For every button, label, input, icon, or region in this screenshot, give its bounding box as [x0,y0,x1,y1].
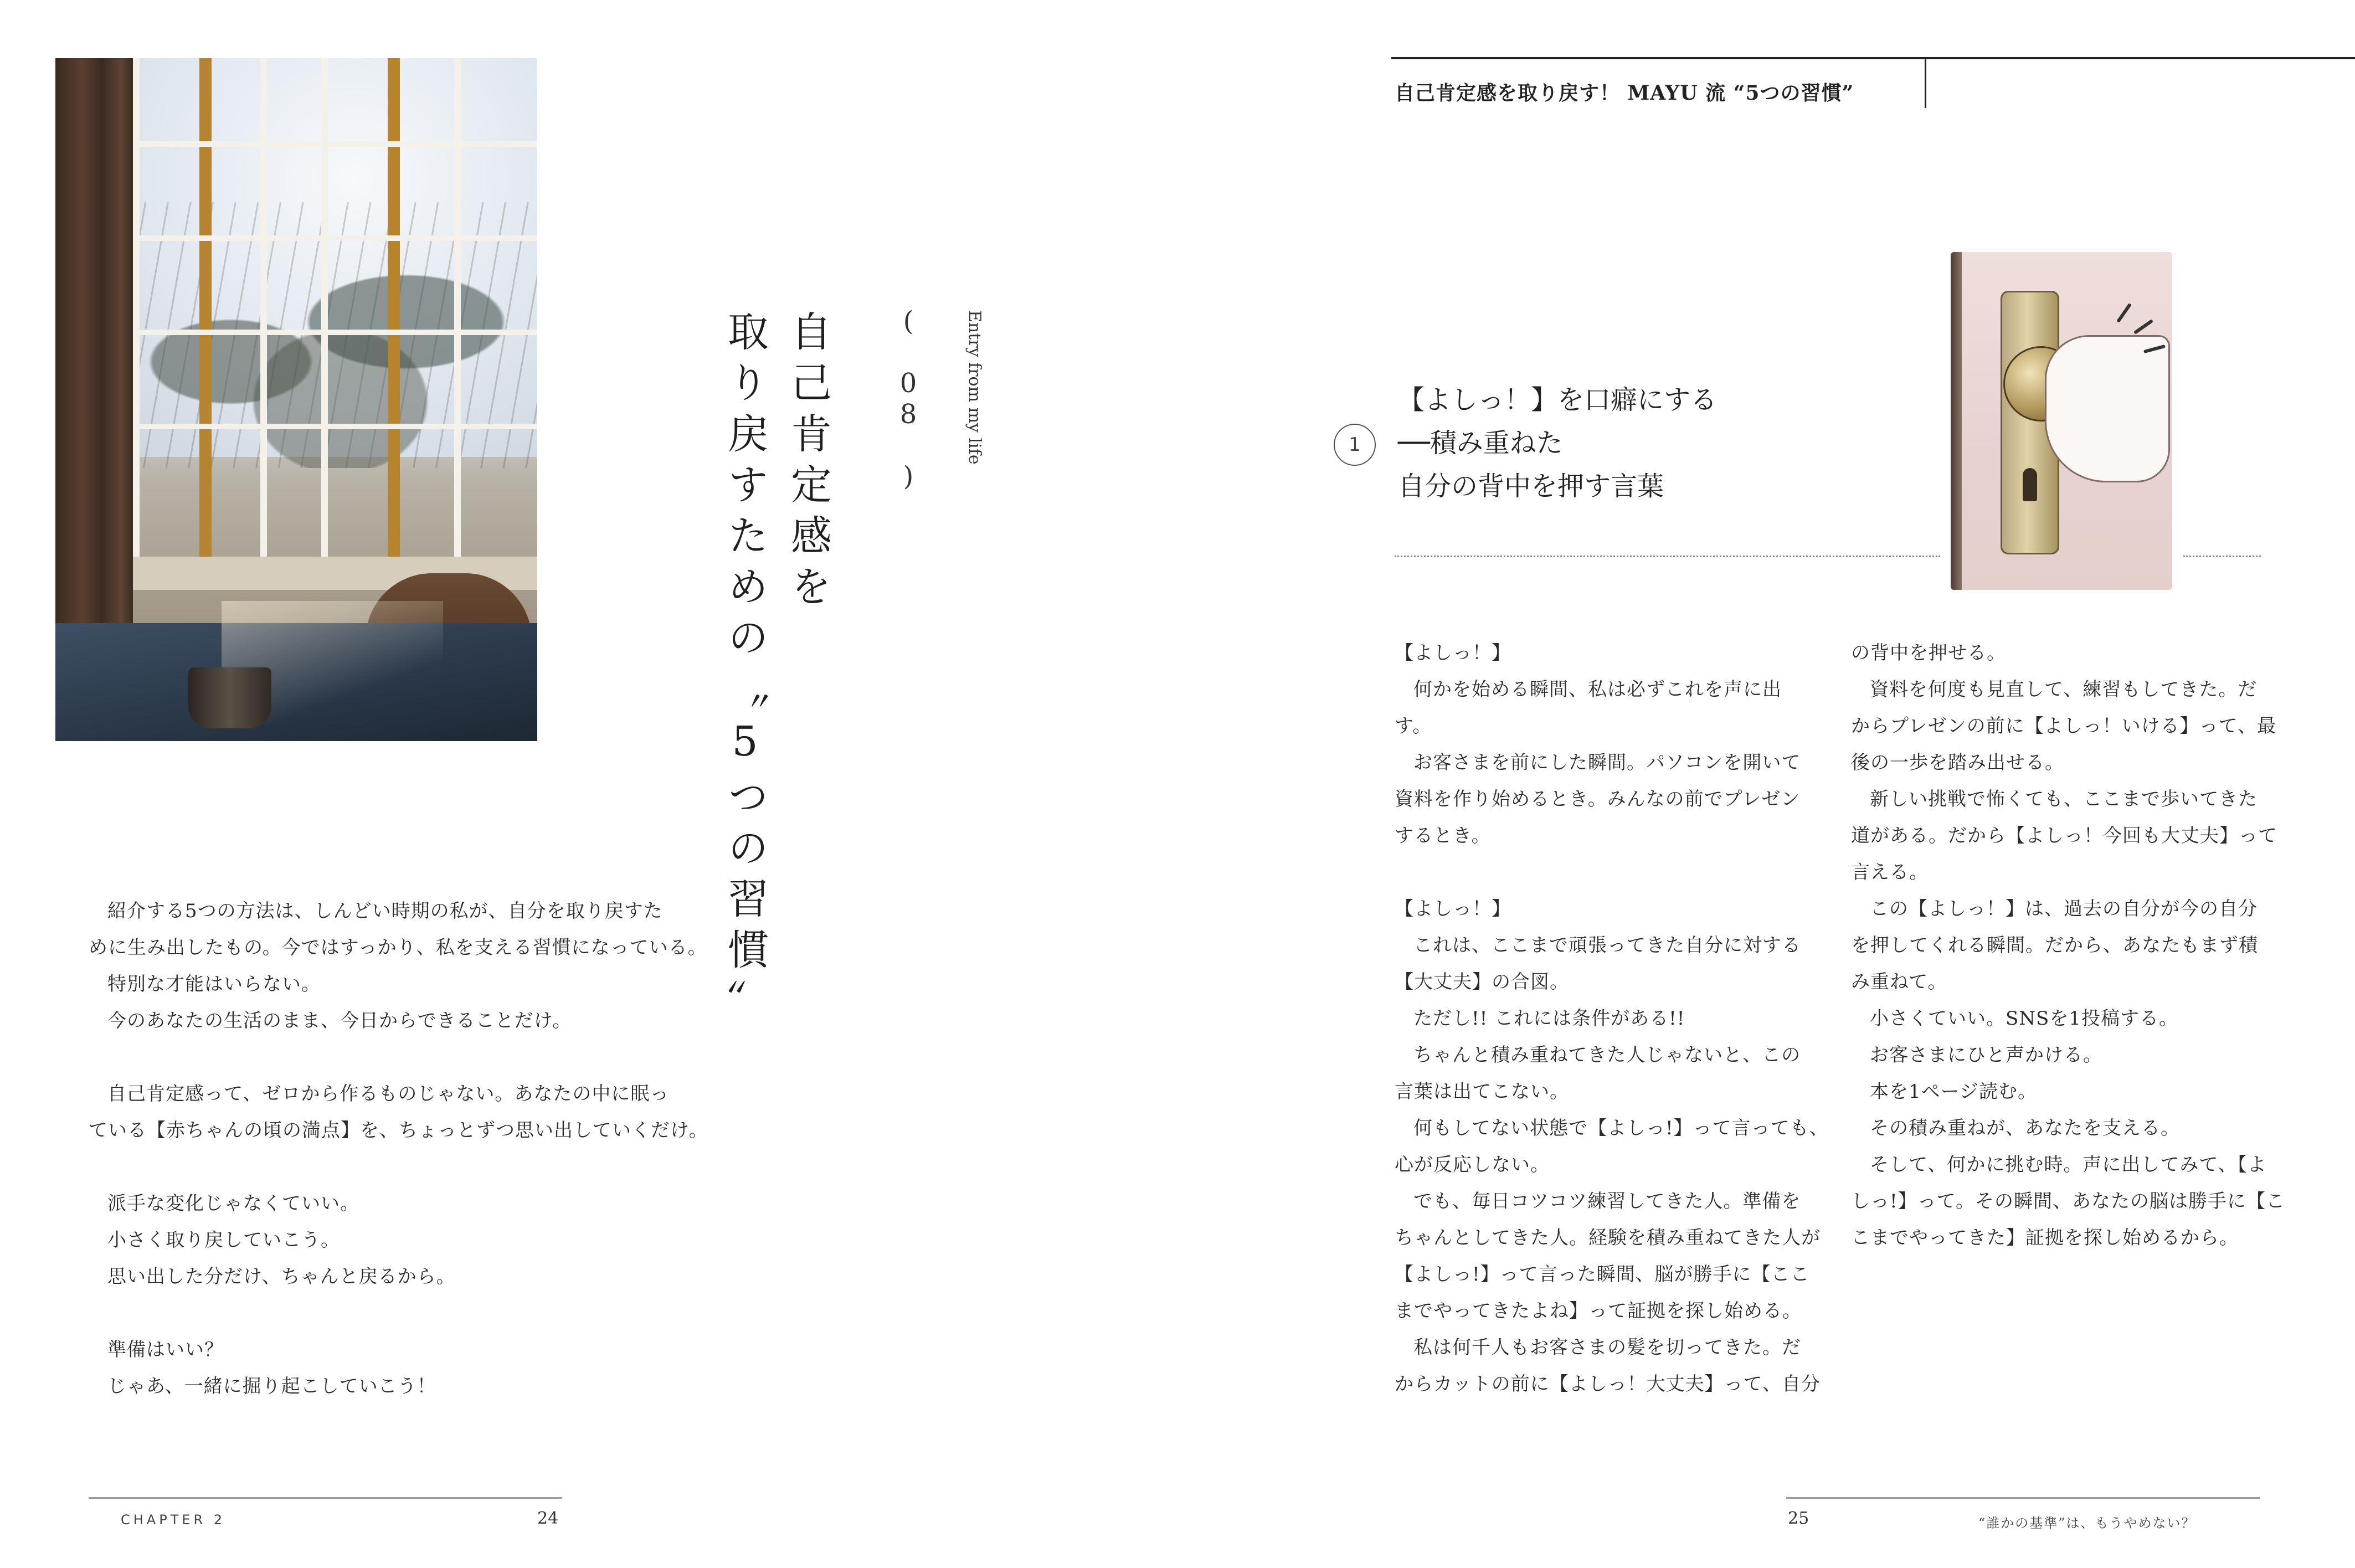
body-line: 今のあなたの生活のまま、今日からできることだけ。 [107,1010,572,1032]
heading-line: 自分の背中を押す言葉 [1398,471,1664,502]
body-line: 小さく取り戻していこう。 [107,1229,340,1251]
body-line: ちゃんとしてきた人。経験を積み重ねてきた人が [1395,1227,1821,1249]
body-line: ただし!! これには条件がある!! [1413,1007,1685,1030]
body-line: 後の一歩を踏み出せる。 [1851,752,2064,774]
body-line: でも、毎日コツコツ練習してきた人。準備を [1413,1190,1801,1212]
footer-rule [1786,1497,2260,1499]
body-line: これは、ここまで頑張ってきた自分に対する [1413,934,1801,957]
body-line: 準備はいい？ [107,1339,224,1361]
body-line: 私は何千人もお客さまの髪を切ってきた。だ [1413,1336,1801,1359]
body-line: を押してくれる瞬間。だから、あなたもまず積 [1851,934,2258,957]
running-header: 自己肯定感を取り戻す！ MAYU 流 “5つの習慣” [1395,81,1854,105]
body-line: 思い出した分だけ、ちゃんと戻るから。 [107,1266,456,1288]
body-line: お客さまにひと声かける。 [1870,1044,2102,1066]
dotted-divider [2183,556,2261,557]
body-line: じゃあ、一緒に掘り起こしていこう！ [107,1375,436,1397]
body-line: 道がある。だから【よしっ！今回も大丈夫】って [1851,825,2277,847]
body-line: 【よしっ！】 [1395,898,1511,920]
title-line-1: 自己肯定感を [784,310,832,616]
body-column-1 [1395,635,1829,1402]
body-line: み重ねて。 [1851,971,1947,993]
blank-line [1395,854,1829,891]
entry-number: ( 08 ) [893,306,924,492]
body-column-2 [1851,635,2285,1256]
body-line: 自己肯定感って、ゼロから作るものじゃない。あなたの中に眠っ [107,1083,670,1105]
blank-line [89,1295,708,1331]
body-line: 紹介する5つの方法は、しんどい時期の私が、自分を取り戻すた [107,900,663,922]
body-line: 新しい挑戦で怖くても、ここまで歩いてきた [1870,788,2258,810]
blank-line [89,1149,708,1185]
body-line: この【よしっ！】は、過去の自分が今の自分 [1870,898,2258,920]
body-line: からプレゼンの前に【よしっ！いける】って、最 [1851,715,2276,737]
heading-line: 【よしっ！】を口癖にする [1398,384,1718,415]
footer-rule [89,1497,562,1499]
dotted-divider [1395,556,1940,557]
body-line: 心が反応しない。 [1395,1154,1550,1176]
window-photo [55,58,537,741]
heading-line: ──積み重ねた [1398,428,1563,459]
section-heading [1398,378,1717,508]
chapter-label: CHAPTER 2 [121,1512,226,1528]
body-line: 特別な才能はいらない。 [107,973,321,995]
body-line: めに生み出したもの。今ではすっかり、私を支える習慣になっている。 [89,937,707,959]
body-line: 言葉は出てこない。 [1395,1081,1569,1103]
blank-line [89,1039,708,1076]
body-line: 資料を何度も見直して、練習もしてきた。だ [1870,678,2258,701]
body-line: 【よしっ!】って言った瞬間、脳が勝手に【ここ [1395,1263,1810,1286]
body-line: 資料を作り始めるとき。みんなの前でプレゼン [1395,788,1801,810]
body-line: 何かを始める瞬間、私は必ずこれを声に出 [1413,678,1782,701]
body-line: その積み重ねが、あなたを支える。 [1870,1117,2180,1139]
header-rule [1391,57,2355,59]
door-knob-illustration [1951,252,2172,590]
body-line: 【よしっ！】 [1395,642,1511,664]
body-line: 何もしてない状態で【よしっ!】って言っても、 [1413,1117,1829,1139]
body-line: するとき。 [1395,825,1491,847]
page-number: 25 [1788,1509,1809,1528]
title-line-2: 取り戻すための〝5つの習慣〟 [721,310,769,1030]
intro-text [89,893,708,1405]
body-line: までやってきたよね】って証拠を探し始める。 [1395,1300,1802,1322]
body-line: す。 [1395,715,1432,737]
body-line: しっ!】って。その瞬間、あなたの脳は勝手に【こ [1851,1190,2285,1212]
header-tick [1925,57,1926,108]
body-line: の背中を押せる。 [1851,642,2006,664]
body-line: こまでやってきた】証拠を探し始めるから。 [1851,1227,2239,1249]
body-line: からカットの前に【よしっ！大丈夫】って、自分 [1395,1373,1821,1395]
body-line: 本を1ページ読む。 [1870,1081,2037,1103]
body-line: 小さくていい。SNSを1投稿する。 [1870,1007,2178,1030]
body-line: お客さまを前にした瞬間。パソコンを開いて [1413,752,1801,774]
body-line: 言える。 [1851,861,1929,883]
entry-label: Entry from my life [965,310,984,465]
body-line: ている【赤ちゃんの頃の満点】を、ちょっとずつ思い出していくだけ。 [89,1119,708,1142]
page-number: 24 [537,1509,559,1528]
body-line: そして、何かに挑む時。声に出してみて、【よ [1870,1154,2267,1176]
section-number: 1 [1334,424,1376,466]
body-line: ちゃんと積み重ねてきた人じゃないと、この [1413,1044,1801,1066]
running-footer: “誰かの基準”は、もうやめない？ [1978,1515,2196,1531]
body-line: 派手な変化じゃなくていい。 [107,1192,359,1215]
body-line: 【大丈夫】の合図。 [1395,971,1569,993]
